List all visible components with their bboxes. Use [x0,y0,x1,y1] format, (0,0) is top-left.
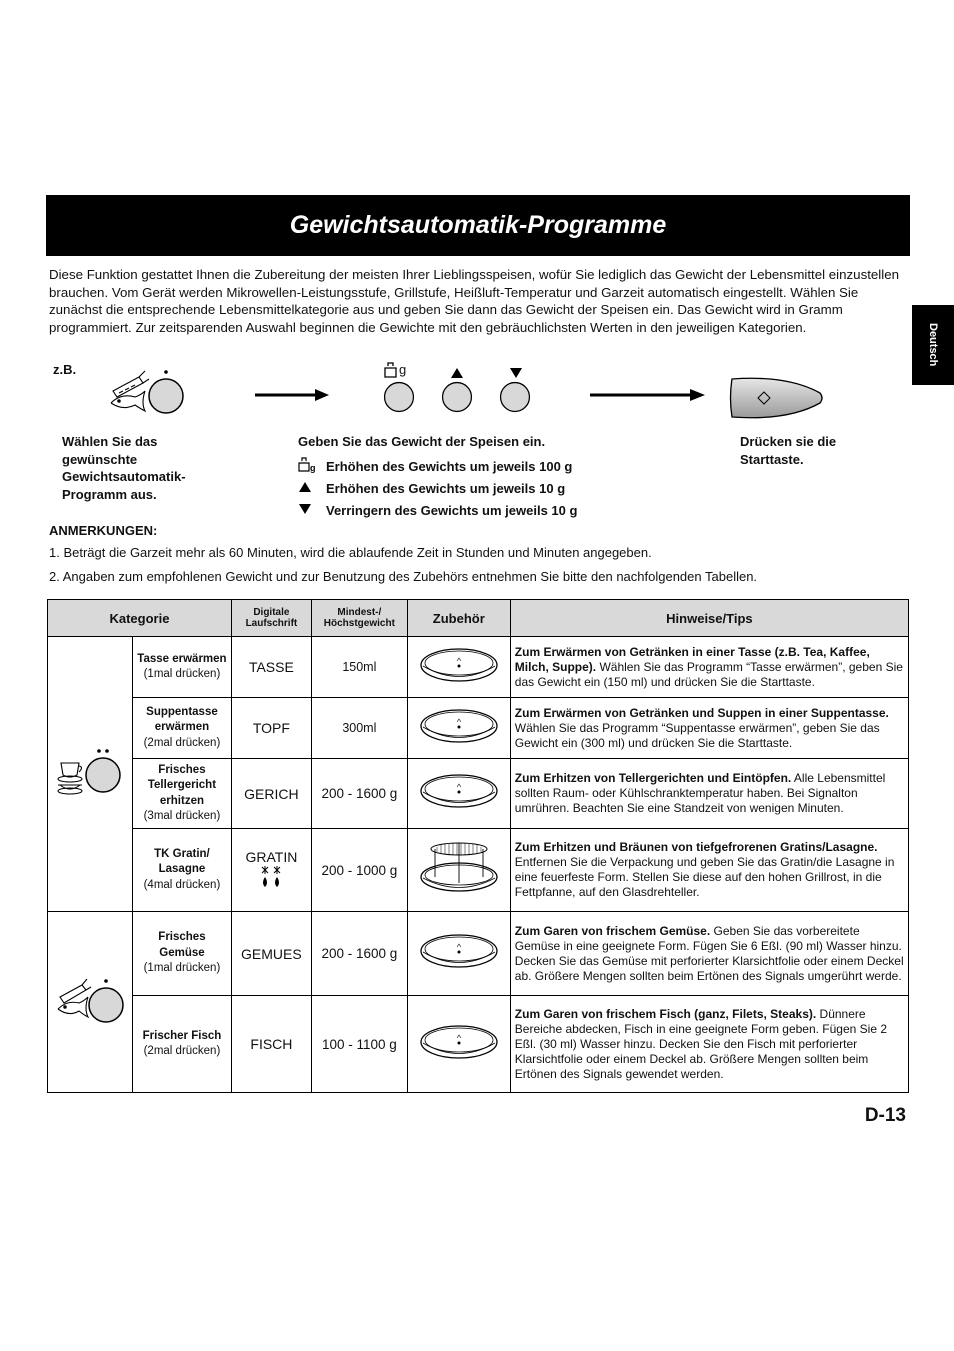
tip-bold: Zum Erhitzen und Bräunen von tiefgefrorenen Gratins/Lasagne. [514,840,878,854]
program-cell [132,912,231,996]
example-label: z.B. [53,362,77,377]
accessory-cell [407,698,510,759]
tip-bold: Zum Erwärmen von Getränken in einer Tasse (z.B. Tea, Kaffee, Milch, Suppe). [514,644,870,674]
weight-range: 100 - 1100 g [311,996,407,1093]
increase-button[interactable] [440,380,474,414]
arrow-right-icon [255,387,330,403]
title-banner [46,195,910,256]
down-arrow-icon [298,503,312,515]
tip-bold: Zum Erwärmen von Getränken und Suppen in einer Suppentasse. [514,705,889,720]
header-zubehoer: Zubehör [407,600,510,637]
tip-text: Dünnere Bereiche abdecken, Fisch in eine geeignete Form geben. Fügen Sie 2 Eßl. (30 ml) Wasser hinzu. Decken Sie den Fisch mit perforierter Klarsichtfolie oder einem Deckel ab. Größere Mengen sollten beim Ertönen des Signals gewendet werden. [514,1006,888,1081]
header-hinweise: Hinweise/Tips [510,600,908,637]
notes-section [49,523,909,591]
page-number: D-13 [864,1105,906,1126]
program-cell [132,829,231,912]
display-text: TOPF [231,698,311,759]
grill-heat-icon [258,865,284,889]
table-row [48,912,909,996]
display-text: GRATIN [245,848,298,865]
legend-item [298,455,577,477]
program-press: (1mal drücken) [143,962,221,975]
tip-cell [510,829,908,912]
display-cell [231,829,311,912]
decrease-button[interactable] [498,380,532,414]
table-row [48,759,909,829]
display-text: TASSE [231,637,311,698]
header-kategorie: Kategorie [48,600,232,637]
program-name: Frischer Fisch [142,1029,222,1042]
tip-cell [510,759,908,829]
accessory-cell [407,637,510,698]
program-table [47,599,909,1093]
program-name: Tasse erwärmen [137,652,227,665]
program-press: (2mal drücken) [143,736,221,749]
display-text: GERICH [231,759,311,829]
program-cell [132,698,231,759]
program-press: (1mal drücken) [143,668,221,680]
weight-range: 300ml [311,698,407,759]
weight-button[interactable] [382,380,416,414]
notes-heading: ANMERKUNGEN: [49,523,158,538]
arrow-right-icon [590,387,706,403]
tip-cell [510,996,908,1093]
tip-cell [510,912,908,996]
note-item: 1. Beträgt die Garzeit mehr als 60 Minuten, wird die ablaufende Zeit in Stunden und Minuten angegeben. [49,545,652,560]
accessory-cell [407,829,510,912]
program-name: Frisches Gemüse [158,931,206,959]
rack-turntable-icon [417,839,501,897]
cup-category-cell [48,637,133,912]
tip-bold: Zum Garen von frischem Fisch (ganz, Filets, Steaks). [514,1006,817,1021]
legend-text: Erhöhen des Gewichts um jeweils 10 g [326,480,566,496]
weight-icon [383,361,399,379]
language-tab-label: Deutsch [927,323,939,367]
legend-text: Erhöhen des Gewichts um jeweils 100 g [326,458,573,474]
turntable-icon [417,704,501,748]
note-item: 2. Angaben zum empfohlenen Gewicht und zur Benutzung des Zubehörs entnehmen Sie bitte den nachfolgenden Tabellen. [49,569,758,584]
tip-text: Wählen Sie das Programm “Tasse erwärmen”, geben Sie das Gewicht ein (150 ml) und drücken Sie die Starttaste. [514,659,903,689]
program-name: TK Gratin/ Lasagne [154,847,210,876]
start-button[interactable] [728,375,824,421]
weight-range: 150ml [311,637,407,698]
program-name: Frisches Tellergericht erhitzen [147,763,217,807]
weight-range: 200 - 1000 g [311,829,407,912]
weight-label [383,361,413,379]
tip-text: Geben Sie das vorbereitete Gemüse in eine geeignete Form. Fügen Sie 6 Eßl. (90 ml) Wasser hinzu. Decken Sie das Gemüse mit perforierter Klarsichtfolie oder einem Deckel ab. Größere Mengen sollten beim Ertönen des Signals umgerührt werde. [514,923,904,983]
fish-vegetable-icon [54,975,126,1025]
page-title: Gewichtsautomatik-Programme [289,211,667,239]
tip-cell [510,637,908,698]
weight-range: 200 - 1600 g [311,759,407,829]
program-press: (2mal drücken) [143,1045,221,1057]
display-text: FISCH [231,996,311,1093]
down-arrow-icon [509,367,523,379]
weight-icon [298,457,316,473]
intro-text: Diese Funktion gestattet Ihnen die Zubereitung der meisten Ihrer Lieblingsspeisen, wofür Sie lediglich das Gewicht der Lebensmittel einzustellen brauchen. Vom Gerät werden Mikrowellen-Leistungsstufe, Grillstufe, Heißluft-Temperatur und Garzeit automatisch eingestellt. Wählen Sie zunächst die entsprechende Lebensmittelkategorie aus und geben Sie dann das Gewicht der Speisen ein. Das Gewicht wird in Gramm programmiert. Zur zeitsparenden Auswahl beginnen die Gewichte mit den gebräuchlichsten Werten in den jeweiligen Kategorien. [49,267,900,335]
table-row [48,996,909,1093]
up-arrow-icon [450,367,464,379]
fish-category-cell [48,912,133,1093]
legend-text: Verringern des Gewichts um jeweils 10 g [326,502,578,518]
up-arrow-icon [298,481,312,493]
tip-bold: Zum Garen von frischem Gemüse. [514,923,711,938]
tip-cell [510,698,908,759]
legend-item [298,477,577,499]
table-row [48,698,909,759]
table-row [48,829,909,912]
program-press: (4mal drücken) [143,878,221,891]
program-cell [132,996,231,1093]
table-row [48,637,909,698]
step1-text: Wählen Sie das gewünschte Gewichtsautomatik-Programm aus. [62,434,186,502]
step3-text: Drücken sie die Starttaste. [740,434,837,467]
header-gewicht: Mindest-/ Höchstgewicht [311,600,407,637]
tip-text: Alle Lebensmittel sollten Raum- oder Kühlschranktemperatur haben. Bei Signalton umrühren. Beachten Sie eine Standzeit von wenigen Minuten. [514,771,886,815]
language-tab [912,305,954,385]
accessory-cell [407,996,510,1093]
program-press: (3mal drücken) [143,810,221,822]
turntable-icon [417,769,501,813]
weight-unit: g [399,362,407,377]
accessory-cell [407,912,510,996]
program-cell [132,637,231,698]
legend-item [298,499,577,521]
tip-text: Entfernen Sie die Verpackung und geben Sie das Gratin/die Lasagne in eine feuerfeste Form. Stellen Sie diese auf den hohen Grillrost, in die Fettpfanne, auf den Glasdrehteller. [514,855,895,899]
header-digitale: Digitale Laufschrift [231,600,311,637]
turntable-icon [417,929,501,973]
fish-vegetable-icon [105,369,187,419]
accessory-cell [407,759,510,829]
weight-range: 200 - 1600 g [311,912,407,996]
program-cell [132,759,231,829]
turntable-icon [417,643,501,687]
display-text: GEMUES [231,912,311,996]
legend-list [298,455,577,521]
svg-text:g: g [310,462,316,473]
table-header-row [48,600,909,637]
turntable-icon [417,1020,501,1064]
program-name: Suppentasse erwärmen [146,705,218,734]
tip-text: Wählen Sie das Programm “Suppentasse erwärmen”, geben Sie das Gewicht ein (300 ml) und drücken Sie die Starttaste. [514,720,880,750]
cup-icon [55,747,125,797]
step2-text: Geben Sie das Gewicht der Speisen ein. [298,434,546,449]
tip-bold: Zum Erhitzen von Tellergerichten und Eintöpfen. [514,771,792,785]
